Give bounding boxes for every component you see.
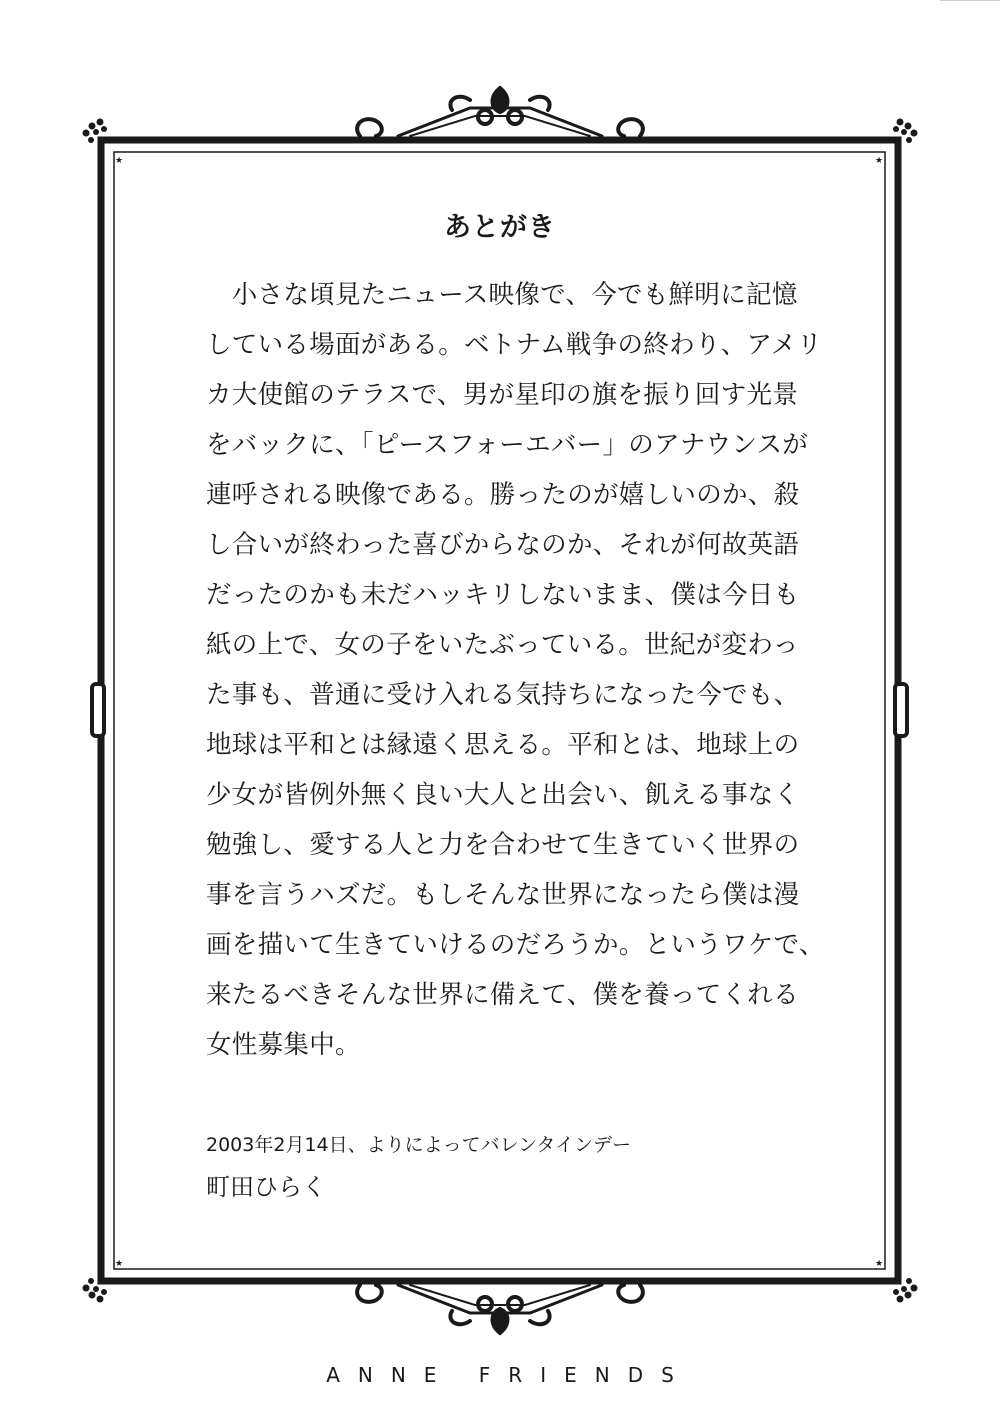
body-line: だったのかも未だハッキリしないまま、僕は今日も <box>206 580 800 610</box>
side-tab-right <box>895 684 907 736</box>
svg-text:★: ★ <box>875 156 884 166</box>
body-line: 事を言うハズだ。もしそんな世界になったら僕は漫 <box>206 880 800 910</box>
svg-text:★: ★ <box>875 1259 884 1269</box>
body-line: 紙の上で、女の子をいたぶっている。世紀が変わっ <box>206 630 799 660</box>
signoff-author: 町田ひらく <box>206 1173 326 1201</box>
afterword-title: あとがき <box>444 212 556 243</box>
bottom-ornament <box>357 1285 643 1333</box>
signoff-block <box>206 1127 826 1207</box>
body-line: 来たるべきそんな世界に備えて、僕を養ってくれる <box>206 980 799 1010</box>
body-line: 小さな頃見たニュース映像で、今でも鮮明に記憶 <box>206 280 798 310</box>
body-line: し合いが終わった喜びからなのか、それが何故英語 <box>206 530 800 560</box>
svg-text:★: ★ <box>115 156 124 166</box>
afterword-body <box>206 270 825 1070</box>
body-line: 連呼される映像である。勝ったのが嬉しいのか、殺 <box>206 480 800 510</box>
body-line: している場面がある。ベトナム戦争の終わり、アメリ <box>206 330 823 360</box>
body-line: 勉強し、愛する人と力を合わせて生きていく世界の <box>206 830 800 860</box>
signoff-date: 2003年2月14日、よりによってバレンタインデー <box>206 1134 632 1156</box>
side-tab-left <box>92 684 104 736</box>
body-line: 少女が皆例外無く良い大人と出会い、飢える事なく <box>206 780 800 810</box>
body-line: 地球は平和とは縁遠く思える。平和とは、地球上の <box>206 730 800 760</box>
body-line: をバックに、「ピースフォーエバー」のアナウンスが <box>206 430 809 460</box>
svg-text:★: ★ <box>115 1259 124 1269</box>
top-ornament <box>357 88 643 136</box>
body-line: 女性募集中。 <box>206 1030 361 1060</box>
book-title-footer: ANNE FRIENDS <box>326 1363 692 1387</box>
body-line: 画を描いて生きていけるのだろうか。というワケで、 <box>206 930 825 960</box>
body-line: た事も、普通に受け入れる気持ちになった今でも、 <box>206 680 800 710</box>
body-line: カ大使館のテラスで、男が星印の旗を振り回す光景 <box>206 380 799 410</box>
